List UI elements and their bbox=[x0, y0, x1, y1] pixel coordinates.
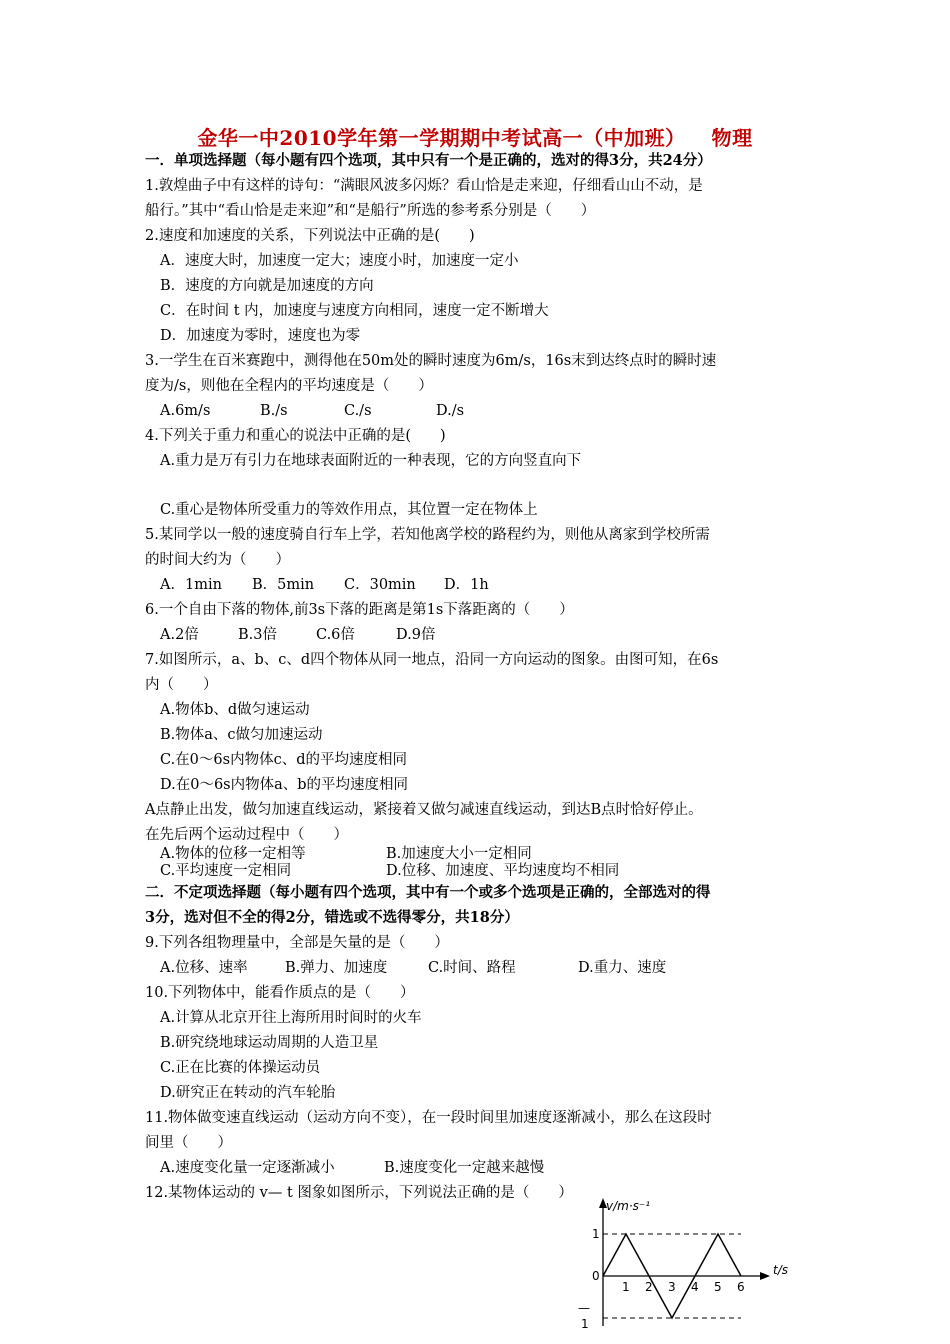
x-tick-label: 3 bbox=[668, 1280, 676, 1294]
vt-graph bbox=[570, 1194, 800, 1344]
page-title bbox=[0, 122, 950, 151]
q3-option-c: C./s bbox=[344, 403, 372, 419]
q4-option-c: C.重心是物体所受重力的等效作用点，其位置一定在物体上 bbox=[160, 502, 538, 518]
q3-line1: 3.一学生在百米赛跑中，测得他在50m处的瞬时速度为6m/s，16s末到达终点时的瞬时速 bbox=[145, 353, 717, 369]
q8-options-row1 bbox=[160, 847, 532, 862]
q7-option-c: C.在0～6s内物体c、d的平均速度相同 bbox=[160, 752, 407, 768]
q7-line1: 7.如图所示，a、b、c、d四个物体从同一地点，沿同一方向运动的图象。由图可知，在6s bbox=[145, 652, 719, 668]
q8-option-d: D.位移、加速度、平均速度均不相同 bbox=[386, 863, 620, 879]
q11-line1: 11.物体做变速直线运动（运动方向不变），在一段时间里加速度逐渐减小，那么在这段时 bbox=[145, 1110, 712, 1126]
y-axis-label: v/m·s⁻¹ bbox=[606, 1199, 651, 1213]
q5-option-d: D．1h bbox=[444, 577, 489, 593]
q8-line1: A点静止出发，做匀加速直线运动，紧接着又做匀减速直线运动，到达B点时恰好停止。 bbox=[145, 802, 703, 818]
q3-option-d: D./s bbox=[436, 403, 465, 419]
q5-option-c: C．30min bbox=[344, 577, 416, 593]
origin-label: 0 bbox=[592, 1269, 600, 1283]
q2-option-d: D．加速度为零时，速度也为零 bbox=[160, 328, 361, 344]
q3-options bbox=[160, 402, 464, 420]
x-tick-label: 5 bbox=[714, 1280, 722, 1294]
q6-option-b: B.3倍 bbox=[238, 627, 277, 643]
section2-line1: 二．不定项选择题（每小题有四个选项，其中有一个或多个选项是正确的，全部选对的得 bbox=[145, 884, 711, 901]
section2-line2: 3分，选对但不全的得2分，错选或不选得零分，共18分） bbox=[145, 909, 519, 926]
title-text: 金华一中2010学年第一学期期中考试高一（中加班） bbox=[197, 126, 686, 150]
q2-option-b: B．速度的方向就是加速度的方向 bbox=[160, 278, 374, 294]
q10-option-a: A.计算从北京开往上海所用时间时的火车 bbox=[160, 1010, 422, 1026]
q4-option-a: A.重力是万有引力在地球表面附近的一种表现，它的方向竖直向下 bbox=[160, 453, 582, 469]
q10-option-b: B.研究绕地球运动周期的人造卫星 bbox=[160, 1035, 379, 1051]
q1-line1: 1.敦煌曲子中有这样的诗句：“满眼风波多闪烁？看山恰是走来迎，仔细看山山不动，是 bbox=[145, 178, 703, 194]
q11-option-b: B.速度变化一定越来越慢 bbox=[384, 1160, 545, 1176]
q5-line1: 5.某同学以一般的速度骑自行车上学，若知他离学校的路程约为，则他从离家到学校所需 bbox=[145, 527, 710, 543]
q10-option-c: C.正在比赛的体操运动员 bbox=[160, 1060, 321, 1076]
q8-option-a: A.物体的位移一定相等 bbox=[160, 846, 306, 862]
q10-option-d: D.研究正在转动的汽车轮胎 bbox=[160, 1085, 336, 1101]
q1-line2: 船行。”其中“看山恰是走来迎”和“是船行”所选的参考系分别是（ ） bbox=[145, 203, 596, 219]
q9-option-c: C.时间、路程 bbox=[428, 960, 516, 976]
y-tick-neg-label: 1 bbox=[581, 1317, 589, 1331]
x-tick-label: 1 bbox=[622, 1280, 630, 1294]
x-tick-label: 4 bbox=[691, 1280, 699, 1294]
section1-heading: 一．单项选择题（每小题有四个选项，其中只有一个是正确的，选对的得3分，共24分） bbox=[145, 152, 712, 169]
q9-option-a: A.位移、速率 bbox=[160, 960, 248, 976]
q8-option-c: C.平均速度一定相同 bbox=[160, 863, 292, 879]
x-tick-label: 6 bbox=[737, 1280, 745, 1294]
x-axis-label: t/s bbox=[773, 1263, 788, 1277]
q4-stem: 4.下列关于重力和重心的说法中正确的是( ) bbox=[145, 428, 446, 444]
q5-line2: 的时间大约为（ ） bbox=[145, 552, 290, 568]
x-axis-arrow bbox=[760, 1272, 770, 1280]
q9-option-b: B.弹力、加速度 bbox=[285, 960, 388, 976]
q8-options-row2 bbox=[160, 864, 619, 879]
q5-options bbox=[160, 576, 489, 594]
q3-option-b: B./s bbox=[260, 403, 288, 419]
q6-option-c: C.6倍 bbox=[316, 627, 355, 643]
q3-option-a: A.6m/s bbox=[160, 403, 211, 419]
q11-options bbox=[160, 1159, 544, 1177]
x-tick-label: 2 bbox=[645, 1280, 653, 1294]
y-tick-neg-sign: — bbox=[578, 1301, 590, 1315]
q6-options bbox=[160, 626, 435, 644]
q7-option-b: B.物体a、c做匀加速运动 bbox=[160, 727, 323, 743]
y-tick-pos-label: 1 bbox=[592, 1227, 600, 1241]
q9-stem: 9.下列各组物理量中，全部是矢量的是（ ） bbox=[145, 935, 449, 951]
q6-option-a: A.2倍 bbox=[160, 627, 199, 643]
q2-option-a: A．速度大时，加速度一定大；速度小时，加速度一定小 bbox=[160, 253, 519, 269]
q7-option-a: A.物体b、d做匀速运动 bbox=[160, 702, 310, 718]
q6-stem: 6.一个自由下落的物体,前3s下落的距离是第1s下落距离的（ ） bbox=[145, 602, 574, 618]
q2-option-c: C．在时间 t 内，加速度与速度方向相同，速度一定不断增大 bbox=[160, 303, 549, 319]
q3-line2: 度为/s，则他在全程内的平均速度是（ ） bbox=[145, 378, 433, 394]
q12-stem: 12.某物体运动的 v— t 图象如图所示，下列说法正确的是（ ） bbox=[145, 1185, 573, 1201]
q5-option-a: A．1min bbox=[160, 577, 222, 593]
q6-option-d: D.9倍 bbox=[396, 627, 436, 643]
q8-line2: 在先后两个运动过程中（ ） bbox=[145, 827, 348, 843]
q2-stem: 2.速度和加速度的关系，下列说法中正确的是( ) bbox=[145, 228, 475, 244]
q9-option-d: D.重力、速度 bbox=[578, 960, 667, 976]
q11-line2: 间里（ ） bbox=[145, 1135, 232, 1151]
q11-option-a: A.速度变化量一定逐渐减小 bbox=[160, 1160, 335, 1176]
q7-line2: 内（ ） bbox=[145, 677, 218, 693]
q5-option-b: B．5min bbox=[252, 577, 315, 593]
q9-options bbox=[160, 959, 666, 977]
subject-text: 物理 bbox=[711, 126, 753, 150]
q7-option-d: D.在0～6s内物体a、b的平均速度相同 bbox=[160, 777, 409, 793]
q8-option-b: B.加速度大小一定相同 bbox=[386, 846, 532, 862]
q10-stem: 10.下列物体中，能看作质点的是（ ） bbox=[145, 985, 415, 1001]
